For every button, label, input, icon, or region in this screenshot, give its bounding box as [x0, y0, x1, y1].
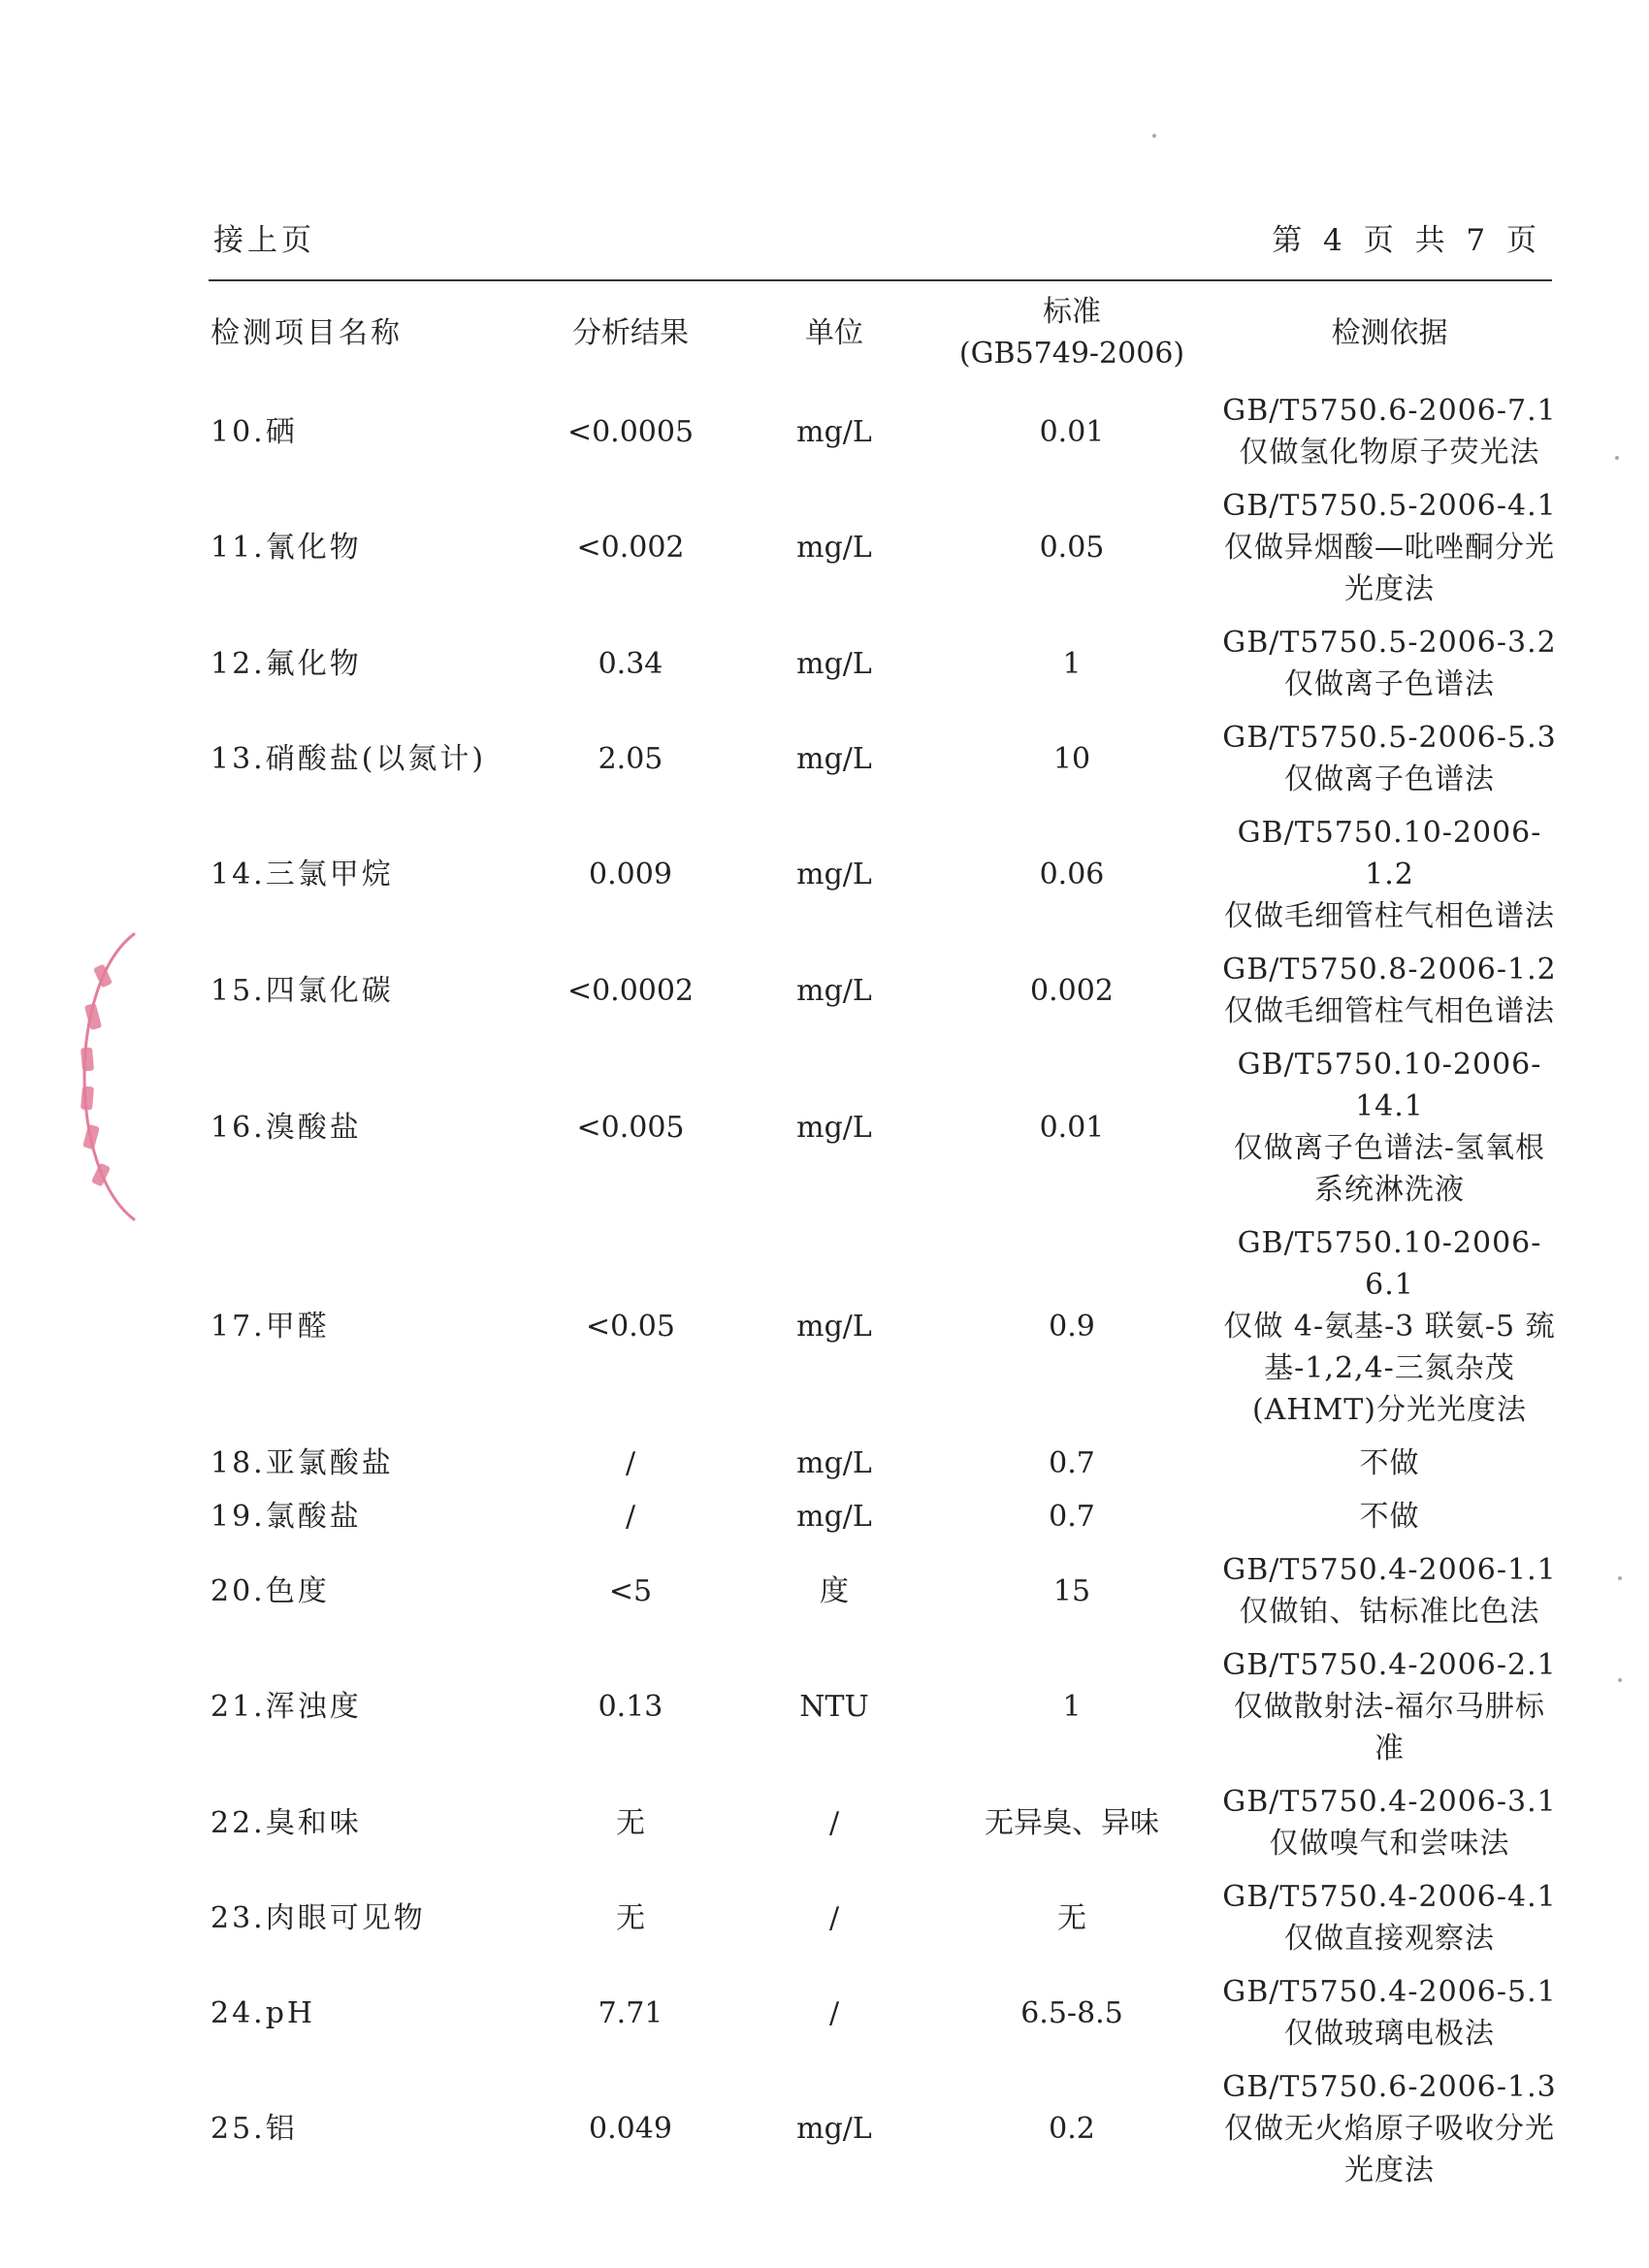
- unit: /: [828, 1995, 840, 2030]
- table-row: [199, 2060, 1562, 2197]
- unit: NTU: [799, 1690, 869, 1724]
- test-basis-line: GB/T5750.4-2006-3.1: [1222, 1785, 1557, 1819]
- analysis-result: 0.009: [589, 858, 672, 891]
- test-basis-line: 不做: [1359, 1500, 1420, 1534]
- continued-label: 接上页: [213, 223, 315, 258]
- test-basis-line: 仅做离子色谱法: [1284, 762, 1495, 796]
- test-basis: [1217, 943, 1562, 1038]
- col-header-standard-title: 标准: [1043, 295, 1101, 329]
- analysis-result: 0.34: [598, 646, 663, 681]
- test-item-name: 24.pH: [210, 1995, 316, 2030]
- test-basis-line: 仅做毛细管柱气相色谱法: [1224, 994, 1555, 1028]
- test-basis-line: 仅做直接观察法: [1284, 1922, 1495, 1956]
- test-item-name: 18.亚氯酸盐: [210, 1446, 394, 1480]
- scan-speck: [1152, 134, 1156, 138]
- test-item-name: 23.肉眼可见物: [210, 1900, 426, 1935]
- table-row: [199, 1965, 1562, 2060]
- scan-speck: [1615, 456, 1619, 460]
- test-basis-line: 仅做毛细管柱气相色谱法: [1224, 899, 1555, 933]
- unit: 度: [820, 1573, 849, 1608]
- inspection-seal-stamp: [58, 926, 146, 1227]
- col-header-result: 分析结果: [572, 315, 689, 350]
- test-basis-line: 光度法: [1344, 572, 1435, 606]
- analysis-result: <0.0002: [566, 973, 695, 1008]
- test-results-table: [199, 286, 1562, 2197]
- unit: mg/L: [796, 646, 872, 681]
- unit: /: [828, 1900, 840, 1935]
- unit: /: [828, 1805, 840, 1840]
- test-basis: [1217, 1775, 1562, 1870]
- test-basis-line: 仅做离子色谱法-氢氧根: [1233, 1131, 1546, 1165]
- test-basis-line: GB/T5750.10-2006-1.2: [1237, 816, 1542, 891]
- table-row: [199, 384, 1562, 479]
- analysis-result: 7.71: [598, 1995, 663, 2030]
- unit: mg/L: [796, 1446, 872, 1480]
- standard-limit: 0.7: [1049, 1446, 1095, 1480]
- standard-limit: 15: [1052, 1573, 1091, 1608]
- test-basis-line: 仅做 4-氨基-3 联氨-5 巯: [1223, 1310, 1556, 1344]
- table-row: [199, 1490, 1562, 1543]
- test-item-name: 22.臭和味: [210, 1805, 362, 1840]
- analysis-result: /: [625, 1500, 636, 1534]
- analysis-result: /: [625, 1446, 636, 1480]
- test-basis: [1217, 1490, 1562, 1543]
- analysis-result: 0.13: [598, 1690, 663, 1724]
- analysis-result: <0.0005: [566, 414, 695, 449]
- scan-speck: [1618, 1678, 1622, 1682]
- test-item-name: 16.溴酸盐: [210, 1110, 362, 1145]
- standard-limit: 1: [1062, 1690, 1082, 1724]
- test-basis-line: GB/T5750.6-2006-7.1: [1222, 394, 1557, 428]
- col-header-unit: 单位: [805, 315, 863, 350]
- test-basis-line: GB/T5750.5-2006-3.2: [1222, 626, 1557, 660]
- test-basis-line: GB/T5750.4-2006-4.1: [1222, 1880, 1557, 1914]
- table-row: [199, 1216, 1562, 1437]
- scan-speck: [1618, 1576, 1622, 1580]
- page-indicator: 第 4 页 共 7 页: [1272, 223, 1542, 258]
- test-basis-line: GB/T5750.4-2006-5.1: [1222, 1975, 1557, 2009]
- test-basis-line: 仅做无火焰原子吸收分光: [1224, 2112, 1555, 2146]
- test-basis-line: 不做: [1359, 1446, 1420, 1480]
- table-header-row: [199, 286, 1562, 384]
- test-basis-line: GB/T5750.8-2006-1.2: [1222, 953, 1557, 987]
- standard-limit: 10: [1052, 741, 1091, 776]
- analysis-result: <0.05: [586, 1310, 675, 1344]
- analysis-result: 0.049: [589, 2112, 672, 2146]
- unit: mg/L: [796, 1310, 872, 1344]
- test-item-name: 10.硒: [210, 414, 298, 449]
- table-row: [199, 479, 1562, 616]
- test-item-name: 15.四氯化碳: [210, 973, 394, 1008]
- table-row: [199, 1038, 1562, 1216]
- test-item-name: 14.三氯甲烷: [210, 858, 394, 891]
- test-basis-line: 仅做离子色谱法: [1284, 667, 1495, 701]
- test-basis-line: GB/T5750.6-2006-1.3: [1222, 2070, 1557, 2104]
- standard-limit: 0.9: [1049, 1310, 1095, 1344]
- unit: mg/L: [796, 2112, 872, 2146]
- unit: mg/L: [796, 973, 872, 1008]
- header-rule: [209, 279, 1552, 281]
- table-row: [199, 1437, 1562, 1490]
- analysis-result: 无: [616, 1900, 645, 1935]
- col-header-name: 检测项目名称: [210, 315, 403, 350]
- test-item-name: 20.色度: [210, 1573, 330, 1608]
- col-header-standard-code: (GB5749-2006): [958, 337, 1185, 371]
- analysis-result: <0.005: [576, 1110, 685, 1145]
- standard-limit: 6.5-8.5: [1020, 1995, 1123, 2030]
- standard-limit: 1: [1062, 646, 1082, 681]
- test-basis-line: 仅做铂、钴标准比色法: [1239, 1595, 1540, 1629]
- standard-limit: 0.01: [1039, 1110, 1105, 1145]
- test-basis-line: 仅做散射法-福尔马肼标: [1233, 1690, 1546, 1724]
- analysis-result: 2.05: [598, 741, 663, 776]
- test-basis: [1217, 1543, 1562, 1638]
- test-basis: [1217, 711, 1562, 806]
- standard-limit: 0.01: [1039, 414, 1105, 449]
- unit: mg/L: [796, 1500, 872, 1534]
- test-basis: [1217, 1038, 1562, 1216]
- test-basis: [1217, 384, 1562, 479]
- analysis-result: <0.002: [576, 531, 685, 565]
- standard-limit: 0.7: [1049, 1500, 1095, 1534]
- test-basis: [1217, 1437, 1562, 1490]
- unit: mg/L: [796, 1110, 872, 1145]
- test-item-name: 25.铝: [210, 2112, 298, 2146]
- test-basis-line: (AHMT)分光光度法: [1252, 1393, 1527, 1427]
- test-basis-line: 系统淋洗液: [1314, 1173, 1465, 1207]
- test-basis-line: 准: [1374, 1732, 1405, 1766]
- test-basis: [1217, 1965, 1562, 2060]
- analysis-result: <5: [608, 1573, 653, 1608]
- standard-limit: 0.002: [1030, 973, 1114, 1008]
- unit: mg/L: [796, 414, 872, 449]
- test-basis: [1217, 479, 1562, 616]
- standard-limit: 0.2: [1049, 2112, 1095, 2146]
- test-basis-line: 仅做氢化物原子荧光法: [1239, 436, 1540, 470]
- test-basis-line: GB/T5750.4-2006-2.1: [1222, 1648, 1557, 1682]
- test-basis-line: 光度法: [1344, 2154, 1435, 2187]
- table-row: [199, 1870, 1562, 1965]
- test-basis: [1217, 1216, 1562, 1437]
- standard-limit: 无: [1057, 1900, 1086, 1935]
- test-basis-line: 基-1,2,4-三氮杂茂: [1264, 1351, 1515, 1385]
- col-header-standard: [926, 286, 1217, 384]
- standard-limit: 0.05: [1039, 531, 1105, 565]
- test-basis-line: GB/T5750.10-2006-6.1: [1237, 1226, 1542, 1302]
- standard-limit: 无异臭、异味: [985, 1805, 1159, 1840]
- test-basis: [1217, 2060, 1562, 2197]
- test-item-name: 21.浑浊度: [210, 1690, 362, 1724]
- analysis-result: 无: [616, 1805, 645, 1840]
- test-basis: [1217, 806, 1562, 943]
- test-basis: [1217, 616, 1562, 711]
- unit: mg/L: [796, 531, 872, 565]
- test-item-name: 19.氯酸盐: [210, 1500, 362, 1534]
- table-row: [199, 1775, 1562, 1870]
- test-basis: [1217, 1638, 1562, 1775]
- test-basis-line: GB/T5750.5-2006-5.3: [1222, 721, 1557, 755]
- table-row: [199, 1543, 1562, 1638]
- table-row: [199, 806, 1562, 943]
- test-item-name: 11.氰化物: [210, 531, 362, 565]
- standard-limit: 0.06: [1039, 858, 1105, 891]
- test-basis-line: GB/T5750.4-2006-1.1: [1222, 1553, 1557, 1587]
- table-row: [199, 711, 1562, 806]
- test-basis-line: 仅做异烟酸—吡唑酮分光: [1224, 531, 1555, 565]
- test-item-name: 13.硝酸盐(以氮计): [210, 741, 487, 776]
- test-basis-line: GB/T5750.10-2006-14.1: [1237, 1048, 1542, 1123]
- unit: mg/L: [796, 858, 872, 891]
- test-basis-line: 仅做嗅气和尝味法: [1269, 1827, 1510, 1861]
- test-basis-line: GB/T5750.5-2006-4.1: [1222, 489, 1557, 523]
- table-row: [199, 616, 1562, 711]
- unit: mg/L: [796, 741, 872, 776]
- table-row: [199, 943, 1562, 1038]
- test-item-name: 17.甲醛: [210, 1310, 330, 1344]
- table-row: [199, 1638, 1562, 1775]
- col-header-basis: 检测依据: [1331, 315, 1448, 350]
- test-basis: [1217, 1870, 1562, 1965]
- test-basis-line: 仅做玻璃电极法: [1284, 2017, 1495, 2051]
- test-item-name: 12.氟化物: [210, 646, 362, 681]
